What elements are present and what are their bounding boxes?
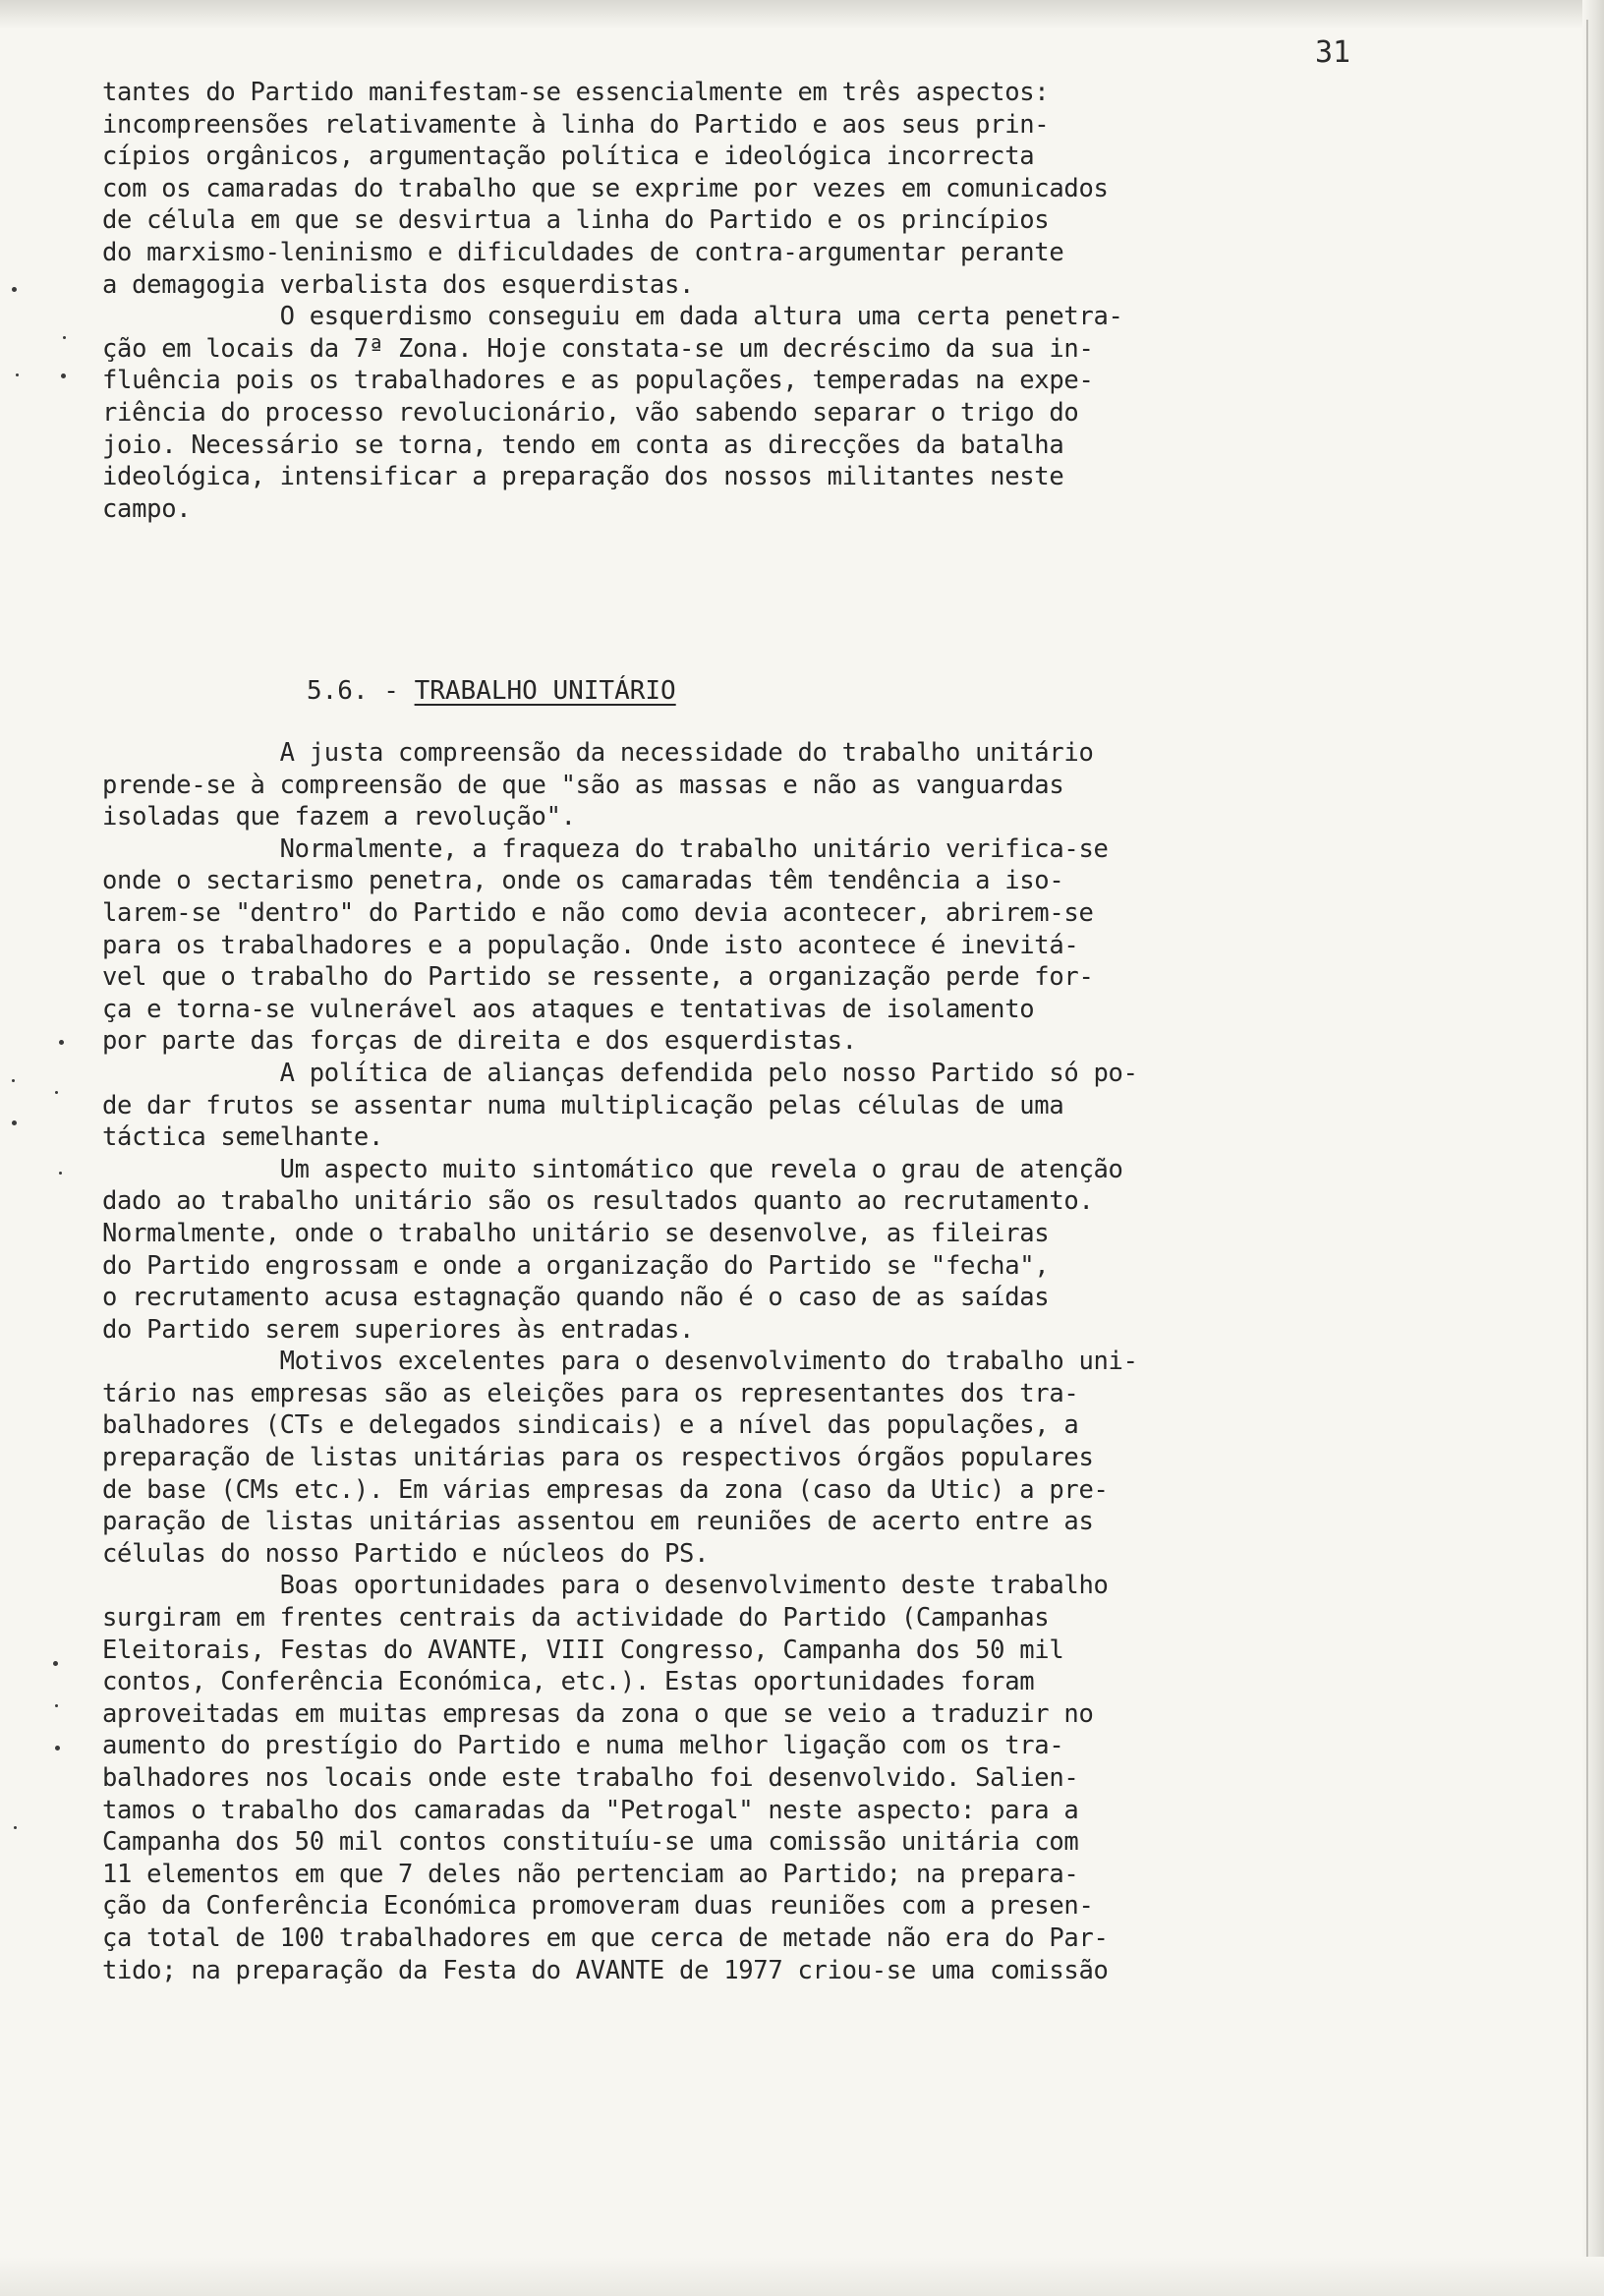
margin-speck: [12, 1079, 15, 1082]
text-line: Um aspecto muito sintomático que revela o grau de atenção: [102, 1154, 1123, 1184]
text-line: vel que o trabalho do Partido se ressente, a organização perde for-: [102, 962, 1094, 993]
section-number: 5.6.: [307, 676, 369, 706]
text-line: ideológica, intensificar a preparação dos nossos militantes neste: [102, 462, 1064, 492]
text-line: a demagogia verbalista dos esquerdistas.: [102, 269, 695, 300]
text-line: surgiram em frentes centrais da actividade do Partido (Campanhas: [102, 1603, 1050, 1634]
text-line: prende-se à compreensão de que "são as massas e não as vanguardas: [102, 770, 1064, 800]
section-title: TRABALHO UNITÁRIO: [414, 676, 676, 706]
text-line: 11 elementos em que 7 deles não pertenciam ao Partido; na prepara-: [102, 1859, 1079, 1889]
text-line: tantes do Partido manifestam-se essencialmente em três aspectos:: [102, 78, 1050, 107]
text-line: de dar frutos se assentar numa multiplicação pelas células de uma: [102, 1090, 1064, 1120]
text-line: ça total de 100 trabalhadores em que cerca de metade não era do Par-: [102, 1923, 1109, 1953]
text-line: Normalmente, a fraqueza do trabalho unitário verifica-se: [102, 833, 1109, 864]
margin-speck: [53, 1661, 58, 1666]
margin-speck: [59, 1172, 62, 1175]
text-line: ção em locais da 7ª Zona. Hoje constata-se um decréscimo da sua in-: [102, 333, 1094, 364]
margin-speck: [55, 1091, 58, 1094]
text-line: tamos o trabalho dos camaradas da "Petrogal" neste aspecto: para a: [102, 1795, 1079, 1825]
text-line: com os camaradas do trabalho que se exprime por vezes em comunicados: [102, 173, 1109, 203]
text-line: aumento do prestígio do Partido e numa melhor ligação com os tra-: [102, 1731, 1064, 1761]
text-line: A política de alianças defendida pelo nosso Partido só po-: [102, 1058, 1138, 1088]
text-line: tido; na preparação da Festa do AVANTE de 1977 criou-se uma comissão: [102, 1955, 1109, 1985]
page-number: 31: [1315, 35, 1351, 70]
text-line: de célula em que se desvirtua a linha do Partido e os princípios: [102, 205, 1050, 236]
margin-speck: [16, 373, 19, 376]
text-block-trabalho-unitario: [102, 737, 1478, 1986]
text-line: incompreensões relativamente à linha do Partido e aos seus prin-: [102, 109, 1050, 140]
margin-speck: [59, 1040, 64, 1045]
text-line: células do nosso Partido e núcleos do PS.: [102, 1538, 710, 1569]
text-block-esquerdismo: [102, 77, 1478, 525]
margin-speck: [14, 1826, 17, 1829]
text-line: onde o sectarismo penetra, onde os camaradas têm tendência a iso-: [102, 866, 1064, 896]
scan-top-edge: [0, 0, 1604, 29]
text-line: do marxismo-leninismo e dificuldades de contra-argumentar perante: [102, 237, 1064, 267]
text-line: larem-se "dentro" do Partido e não como devia acontecer, abrirem-se: [102, 897, 1094, 928]
text-line: tário nas empresas são as eleições para os representantes dos tra-: [102, 1378, 1079, 1408]
text-line: preparação de listas unitárias para os respectivos órgãos populares: [102, 1443, 1094, 1473]
scan-bottom-edge: [0, 2257, 1604, 2296]
text-line: balhadores nos locais onde este trabalho foi desenvolvido. Salien-: [102, 1763, 1079, 1793]
text-line: o recrutamento acusa estagnação quando não é o caso de as saídas: [102, 1283, 1050, 1313]
text-line: de base (CMs etc.). Em várias empresas da zona (caso da Utic) a pre-: [102, 1474, 1109, 1505]
text-line: do Partido engrossam e onde a organização do Partido se "fecha",: [102, 1250, 1050, 1281]
margin-speck: [12, 287, 17, 292]
text-line: aproveitadas em muitas empresas da zona o que se veio a traduzir no: [102, 1698, 1094, 1729]
section-heading: [307, 676, 676, 706]
text-line: contos, Conferência Económica, etc.). Estas oportunidades foram: [102, 1667, 1035, 1697]
margin-speck: [61, 373, 66, 378]
margin-speck: [55, 1704, 58, 1707]
text-line: por parte das forças de direita e dos esquerdistas.: [102, 1026, 857, 1057]
text-line: A justa compreensão da necessidade do trabalho unitário: [102, 738, 1094, 768]
margin-speck: [12, 1120, 17, 1125]
text-line: riência do processo revolucionário, vão sabendo separar o trigo do: [102, 397, 1079, 428]
text-line: isoladas que fazem a revolução".: [102, 802, 576, 832]
text-line: Motivos excelentes para o desenvolvimento do trabalho uni-: [102, 1347, 1138, 1377]
text-line: ção da Conferência Económica promoveram duas reuniões com a presen-: [102, 1891, 1094, 1922]
text-line: campo.: [102, 493, 192, 524]
text-line: fluência pois os trabalhadores e as populações, temperadas na expe-: [102, 366, 1094, 396]
text-line: táctica semelhante.: [102, 1122, 383, 1153]
text-line: do Partido serem superiores às entradas.: [102, 1314, 695, 1345]
text-line: cípios orgânicos, argumentação política e ideológica incorrecta: [102, 142, 1035, 172]
text-line: paração de listas unitárias assentou em reuniões de acerto entre as: [102, 1507, 1094, 1537]
scan-edge-line: [1586, 20, 1588, 2270]
text-line: ça e torna-se vulnerável aos ataques e tentativas de isolamento: [102, 994, 1035, 1024]
text-line: Eleitorais, Festas do AVANTE, VIII Congresso, Campanha dos 50 mil: [102, 1635, 1064, 1665]
text-line: Normalmente, onde o trabalho unitário se desenvolve, as fileiras: [102, 1218, 1050, 1248]
text-line: Campanha dos 50 mil contos constituíu-se uma comissão unitária com: [102, 1827, 1079, 1858]
section-dash: -: [368, 676, 415, 706]
text-line: para os trabalhadores e a população. Onde isto acontece é inevitá-: [102, 930, 1079, 960]
text-line: balhadores (CTs e delegados sindicais) e a nível das populações, a: [102, 1410, 1079, 1441]
margin-speck: [63, 336, 66, 339]
margin-speck: [55, 1746, 60, 1751]
text-line: dado ao trabalho unitário são os resultados quanto ao recrutamento.: [102, 1186, 1094, 1217]
text-line: joio. Necessário se torna, tendo em conta as direcções da batalha: [102, 430, 1064, 460]
text-line: Boas oportunidades para o desenvolvimento deste trabalho: [102, 1571, 1109, 1601]
text-line: O esquerdismo conseguiu em dada altura uma certa penetra-: [102, 302, 1123, 332]
